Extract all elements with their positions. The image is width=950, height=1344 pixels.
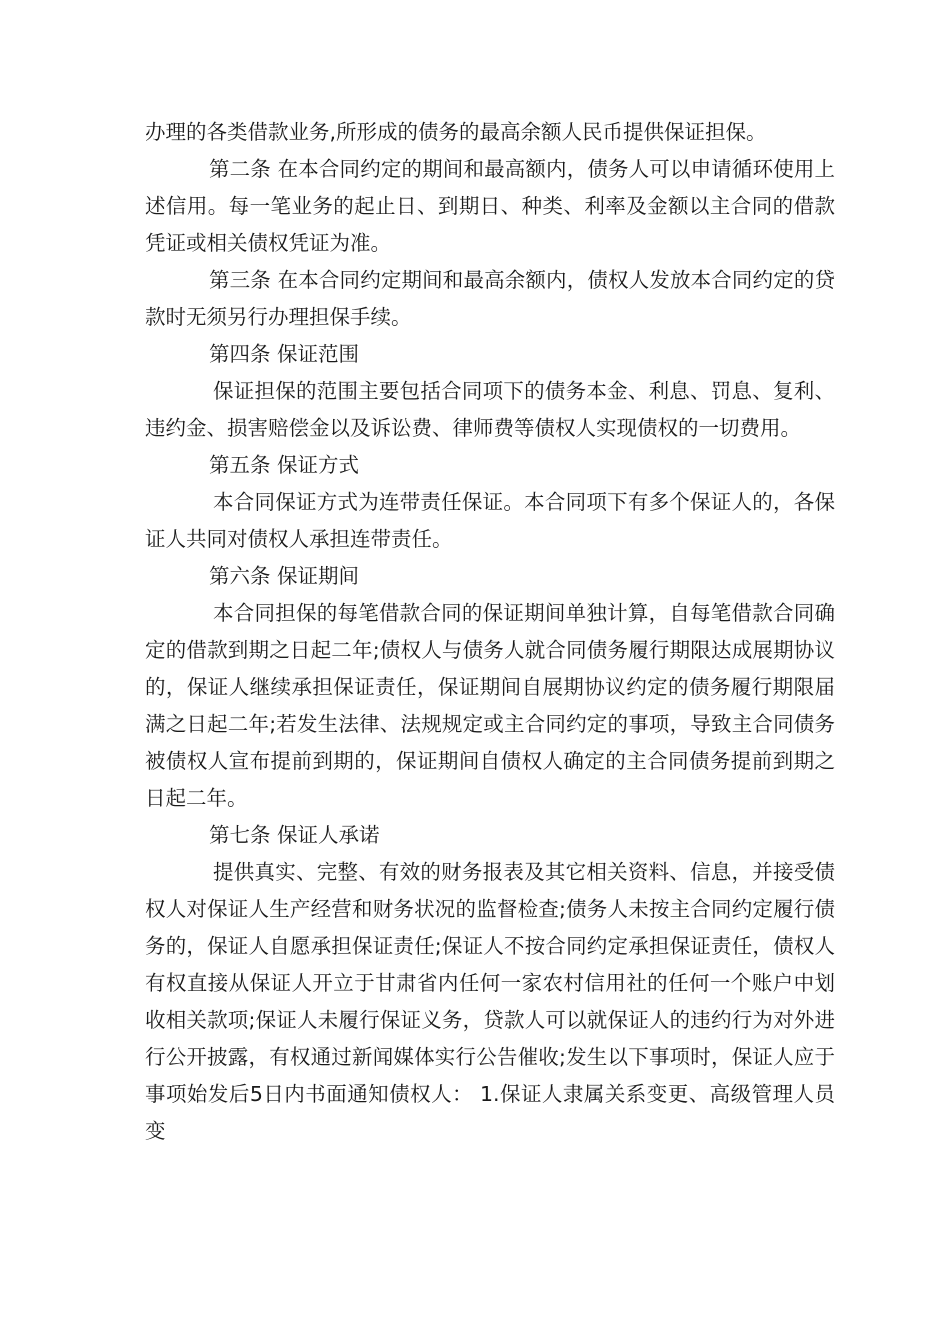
article-7-paragraph: 提供真实、完整、有效的财务报表及其它相关资料、信息，并接受债权人对保证人生产经营和财务状况的监督检查;债务人未按主合同约定履行债务的，保证人自愿承担保证责任;保证人不按合同约定承担保证责任，债权人有权直接从保证人开立于甘肃省内任何一家农村信用社的任何一个账户中划收相关款项;保证人未履行保证义务，贷款人可以就保证人的违约行为对外进行公开披露，有权通过新闻媒体实行公告催收;发生以下事项时，保证人应于事项始发后5日内书面通知债权人： 1.保证人隶属关系变更、高级管理人员变 <box>145 860 835 1143</box>
article-5-paragraph: 本合同保证方式为连带责任保证。本合同项下有多个保证人的，各保证人共同对债权人承担连带责任。 <box>145 490 835 551</box>
article-6-heading: 第六条 保证期间 <box>209 564 360 588</box>
article-7-heading: 第七条 保证人承诺 <box>209 823 380 847</box>
article-4-heading: 第四条 保证范围 <box>209 342 360 366</box>
article-3-paragraph: 第三条 在本合同约定期间和最高余额内，债权人发放本合同约定的贷款时无须另行办理担保手续。 <box>145 268 835 329</box>
article-6-paragraph: 本合同担保的每笔借款合同的保证期间单独计算，自每笔借款合同确定的借款到期之日起二年;债权人与债务人就合同债务履行期限达成展期协议的，保证人继续承担保证责任，保证期间自展期协议约定的债务履行期限届满之日起二年;若发生法律、法规规定或主合同约定的事项，导致主合同债务被债权人宣布提前到期的，保证期间自债权人确定的主合同债务提前到期之日起二年。 <box>145 601 835 810</box>
document-body <box>145 114 835 1150</box>
article-2-paragraph: 第二条 在本合同约定的期间和最高额内，债务人可以申请循环使用上述信用。每一笔业务的起止日、到期日、种类、利率及金额以主合同的借款凭证或相关债权凭证为准。 <box>145 157 835 255</box>
article-4-paragraph: 保证担保的范围主要包括合同项下的债务本金、利息、罚息、复利、违约金、损害赔偿金以及诉讼费、律师费等债权人实现债权的一切费用。 <box>145 379 835 440</box>
article-5-heading: 第五条 保证方式 <box>209 453 360 477</box>
paragraph-continuation: 办理的各类借款业务,所形成的债务的最高余额人民币提供保证担保。 <box>145 120 767 144</box>
